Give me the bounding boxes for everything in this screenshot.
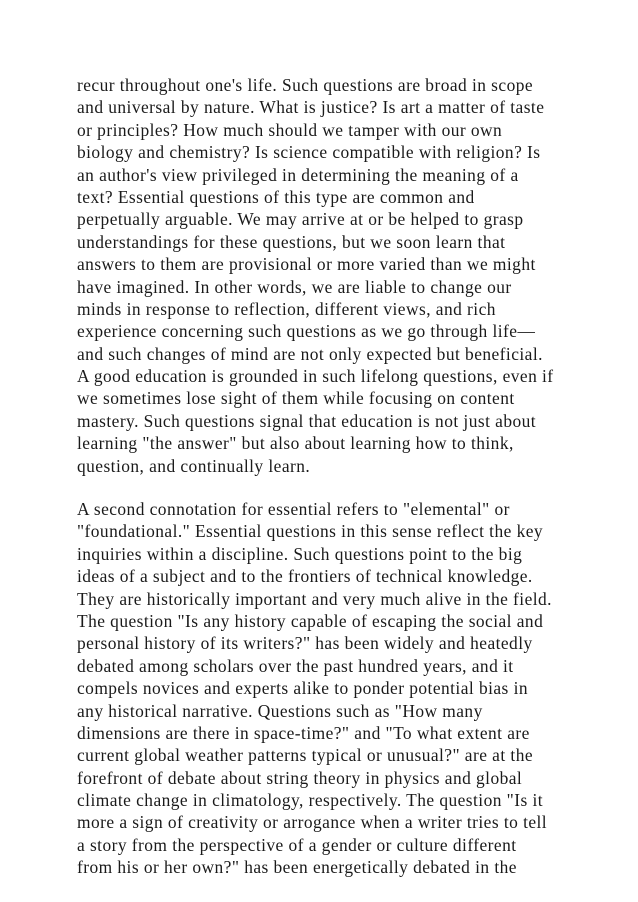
text-line: "foundational." Essential questions in this sense reflect the key xyxy=(77,521,544,542)
text-line: more a sign of creativity or arrogance when a writer tries to tell xyxy=(77,812,548,833)
paragraph-essential-lifelong-questions xyxy=(77,74,577,477)
text-line: personal history of its writers?" has been widely and heatedly xyxy=(77,633,533,654)
text-line: learning "the answer" but also about learning how to think, xyxy=(77,433,514,454)
text-line: question, and continually learn. xyxy=(77,455,311,476)
text-line: biology and chemistry? Is science compatible with religion? Is xyxy=(77,142,541,163)
text-line: They are historically important and very much alive in the field. xyxy=(77,588,552,609)
text-line: from his or her own?" has been energetically debated in the xyxy=(77,857,517,878)
text-line: inquiries within a discipline. Such questions point to the big xyxy=(77,543,523,564)
text-line: or principles? How much should we tamper with our own xyxy=(77,119,503,140)
text-line: experience concerning such questions as we go through life— xyxy=(77,321,536,342)
text-line: and universal by nature. What is justice? Is art a matter of taste xyxy=(77,97,545,118)
text-line: The question "Is any history capable of escaping the social and xyxy=(77,610,544,631)
text-line: any historical narrative. Questions such as "How many xyxy=(77,700,483,721)
text-line: dimensions are there in space-time?" and "To what extent are xyxy=(77,722,530,743)
text-line: answers to them are provisional or more varied than we might xyxy=(77,254,536,275)
text-line: have imagined. In other words, we are liable to change our xyxy=(77,276,512,297)
text-line: an author's view privileged in determining the meaning of a xyxy=(77,164,519,185)
text-line: mastery. Such questions signal that education is not just about xyxy=(77,410,537,431)
text-line: climate change in climatology, respectively. The question "Is it xyxy=(77,790,544,811)
text-line: recur throughout one's life. Such questions are broad in scope xyxy=(77,75,534,95)
text-line: forefront of debate about string theory in physics and global xyxy=(77,767,523,788)
text-line: ideas of a subject and to the frontiers of technical knowledge. xyxy=(77,566,533,587)
text-line: A good education is grounded in such lifelong questions, even if xyxy=(77,366,554,387)
text-line: minds in response to reflection, different views, and rich xyxy=(77,298,496,319)
text-line: understandings for these questions, but we soon learn that xyxy=(77,231,506,252)
text-line: a story from the perspective of a gender or culture different xyxy=(77,834,517,855)
text-line: text? Essential questions of this type are common and xyxy=(77,186,475,207)
text-line: current global weather patterns typical or unusual?" are at the xyxy=(77,745,534,766)
paragraph-foundational-questions xyxy=(77,498,577,879)
text-line: debated among scholars over the past hundred years, and it xyxy=(77,655,514,676)
text-line: compels novices and experts alike to ponder potential bias in xyxy=(77,678,528,699)
text-line: A second connotation for essential refers to "elemental" or xyxy=(77,499,510,519)
text-line: we sometimes lose sight of them while focusing on content xyxy=(77,388,515,409)
text-line: perpetually arguable. We may arrive at or be helped to grasp xyxy=(77,209,524,230)
text-line: and such changes of mind are not only expected but beneficial. xyxy=(77,343,543,364)
